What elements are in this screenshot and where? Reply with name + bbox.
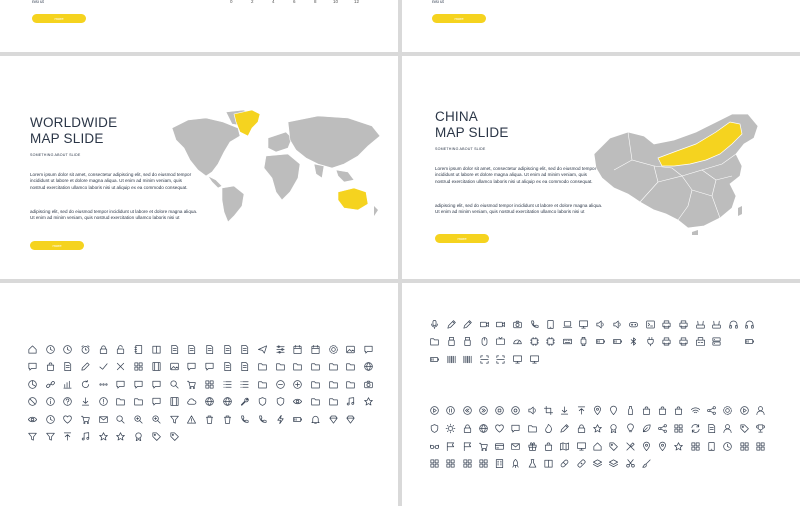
bandage-icon: [576, 458, 587, 469]
award-icon: [608, 423, 619, 434]
send-icon: [257, 344, 268, 355]
plug-icon: [645, 336, 656, 347]
notebook-icon: [133, 344, 144, 355]
india: [314, 164, 324, 178]
phone-icon: [239, 414, 250, 425]
terminal-icon: [645, 319, 656, 330]
more-icon: [98, 379, 109, 390]
more-button[interactable]: more: [435, 234, 489, 243]
book-icon: [151, 344, 162, 355]
axis-tick: 2: [251, 0, 254, 4]
chip-icon: [545, 336, 556, 347]
list-icon: [222, 379, 233, 390]
wrench-icon: [239, 396, 250, 407]
headphones-icon: [728, 319, 739, 330]
map-icon: [559, 441, 570, 452]
search-icon: [169, 379, 180, 390]
flag-icon: [462, 441, 473, 452]
folder-icon: [257, 379, 268, 390]
shield-icon: [275, 396, 286, 407]
tablet-icon: [706, 441, 717, 452]
settings-icon: [328, 344, 339, 355]
block-icon: [27, 396, 38, 407]
layers-icon: [608, 458, 619, 469]
monitor-icon: [529, 354, 540, 365]
battery-icon: [744, 336, 755, 347]
book-icon: [543, 458, 554, 469]
music-icon: [345, 396, 356, 407]
location-icon: [608, 405, 619, 416]
card-icon: [494, 441, 505, 452]
grid-icon: [429, 458, 440, 469]
speaker-icon: [612, 319, 623, 330]
bag-icon: [641, 405, 652, 416]
grid-icon: [755, 441, 766, 452]
link-icon: [45, 379, 56, 390]
music-icon: [80, 431, 91, 442]
grid-icon: [673, 423, 684, 434]
globe-icon: [363, 361, 374, 372]
monitor-icon: [578, 319, 589, 330]
stop-icon: [494, 405, 505, 416]
folder-icon: [345, 361, 356, 372]
folder-icon: [310, 361, 321, 372]
sun-icon: [445, 423, 456, 434]
checkmark-icon: [98, 361, 109, 372]
heart-icon: [62, 414, 73, 425]
printer-icon: [661, 336, 672, 347]
printer-icon: [678, 336, 689, 347]
alert-icon: [98, 396, 109, 407]
pen-icon: [462, 319, 473, 330]
share-icon: [657, 423, 668, 434]
paragraph: Lorem ipsum dolor sit amet, consectetur adipiscing elit, sed do eiusmod tempor incididunt ut labore et dolore magna aliqua. Ut enim ad minim veniam, quis nostrud exercitation ullamco laboris nisi ut aliquip ex ea commodo consequat.: [30, 172, 192, 190]
taiwan: [738, 206, 742, 216]
text-fragment: nisi ut: [32, 0, 44, 4]
bulb-icon: [625, 423, 636, 434]
settings-icon: [722, 405, 733, 416]
cart-icon: [80, 414, 91, 425]
lock-icon: [98, 344, 109, 355]
filter-icon: [169, 414, 180, 425]
axis-tick: 4: [272, 0, 275, 4]
search-icon: [115, 414, 126, 425]
minus-icon: [275, 379, 286, 390]
image-icon: [345, 344, 356, 355]
forward-icon: [478, 405, 489, 416]
axis-tick: 10: [333, 0, 339, 4]
list-icon: [239, 379, 250, 390]
download-icon: [559, 405, 570, 416]
share-icon: [706, 405, 717, 416]
building-icon: [494, 458, 505, 469]
filter-icon: [27, 431, 38, 442]
pen-icon: [559, 423, 570, 434]
new-zealand: [374, 206, 378, 216]
shield-icon: [429, 423, 440, 434]
icon-grid: [27, 344, 374, 442]
router-icon: [695, 319, 706, 330]
bag-icon: [657, 405, 668, 416]
home-icon: [592, 441, 603, 452]
paragraph: Lorem ipsum dolor sit amet, consectetur adipiscing elit, sed do eiusmod tempor incididunt ut labore et dolore magna aliqua. Ut enim ad minim veniam, quis nostrud exercitation ullamco laboris nisi ut aliquip ex ea commodo consequat.: [435, 166, 597, 184]
unlock-icon: [115, 344, 126, 355]
chat-icon: [186, 361, 197, 372]
clock-icon: [722, 441, 733, 452]
image-icon: [169, 361, 180, 372]
globe-icon: [204, 396, 215, 407]
diamond-icon: [328, 414, 339, 425]
calendar-icon: [310, 344, 321, 355]
star-icon: [363, 396, 374, 407]
grid-icon: [204, 379, 215, 390]
lock-icon: [462, 423, 473, 434]
upload-icon: [62, 431, 73, 442]
phone-icon: [257, 414, 268, 425]
document-icon: [186, 344, 197, 355]
grid-icon: [445, 458, 456, 469]
badge-icon: [133, 431, 144, 442]
lock-icon: [576, 423, 587, 434]
empty-slot: [728, 336, 739, 347]
folder-icon: [292, 361, 303, 372]
grid-icon: [478, 458, 489, 469]
slide-icons-right[interactable]: [402, 283, 800, 506]
chart-icon: [62, 379, 73, 390]
usb-icon: [462, 336, 473, 347]
monitor-icon: [576, 441, 587, 452]
south-america: [222, 186, 244, 222]
folder-icon: [257, 361, 268, 372]
title-line: WORLDWIDE: [30, 115, 118, 130]
mouse-icon: [479, 336, 490, 347]
document-icon: [169, 344, 180, 355]
pin-icon: [592, 405, 603, 416]
slide-title: [30, 115, 117, 146]
slide-icons-left[interactable]: [0, 283, 398, 506]
paragraph: adipiscing elit, sed do eiusmod tempor incididunt ut labore et dolore magna aliqua. Ut enim ad minim veniam, quis nostrud exercitation ullamco laboris nisi ut: [30, 209, 198, 221]
headphones-icon: [744, 319, 755, 330]
close-icon: [115, 361, 126, 372]
globe-icon: [222, 396, 233, 407]
chat-icon: [204, 361, 215, 372]
flask-icon: [527, 458, 538, 469]
sliders-icon: [275, 344, 286, 355]
rewind-icon: [462, 405, 473, 416]
wifi-icon: [690, 405, 701, 416]
clock-icon: [62, 344, 73, 355]
document-icon: [62, 361, 73, 372]
globe-icon: [478, 423, 489, 434]
phone-icon: [529, 319, 540, 330]
mail-icon: [98, 414, 109, 425]
tag-icon: [608, 441, 619, 452]
fax-icon: [695, 336, 706, 347]
slide-subtitle: SOMETHING ABOUT SLIDE: [30, 153, 81, 157]
document-icon: [204, 344, 215, 355]
mic-icon: [429, 319, 440, 330]
printer-icon: [678, 319, 689, 330]
router-icon: [711, 319, 722, 330]
record-icon: [510, 405, 521, 416]
pause-icon: [445, 405, 456, 416]
calendar-icon: [292, 344, 303, 355]
tag-icon: [169, 431, 180, 442]
keyboard-icon: [562, 336, 573, 347]
usb-icon: [446, 336, 457, 347]
user-icon: [722, 423, 733, 434]
slide-china-map[interactable]: [402, 56, 800, 279]
clock-icon: [45, 414, 56, 425]
star-icon: [115, 431, 126, 442]
leaf-icon: [641, 423, 652, 434]
trophy-icon: [755, 423, 766, 434]
title-line: CHINA: [435, 109, 479, 124]
diamond-icon: [345, 414, 356, 425]
alarm-icon: [80, 344, 91, 355]
pie-icon: [27, 379, 38, 390]
icon-grid: [429, 319, 755, 365]
slide-top-left[interactable]: [0, 0, 398, 52]
bag-icon: [673, 405, 684, 416]
film-icon: [151, 361, 162, 372]
more-button[interactable]: more: [432, 14, 486, 23]
warning-icon: [186, 414, 197, 425]
zoom-icon: [133, 414, 144, 425]
crop-icon: [543, 405, 554, 416]
document-icon: [706, 423, 717, 434]
australia-highlight: [338, 188, 368, 210]
brush-icon: [641, 458, 652, 469]
home-icon: [27, 344, 38, 355]
tools-icon: [625, 441, 636, 452]
slide-title: [435, 109, 509, 140]
scan-icon: [495, 354, 506, 365]
axis-tick: 8: [314, 0, 317, 4]
document-icon: [222, 361, 233, 372]
axis-tick: 0: [230, 0, 233, 4]
user-icon: [755, 405, 766, 416]
trash-icon: [204, 414, 215, 425]
document-icon: [222, 344, 233, 355]
gamepad-icon: [628, 319, 639, 330]
pill-icon: [559, 458, 570, 469]
slide-top-right[interactable]: [402, 0, 800, 52]
monitor-icon: [512, 354, 523, 365]
fire-icon: [543, 423, 554, 434]
bag-icon: [543, 441, 554, 452]
server-icon: [711, 336, 722, 347]
laptop-icon: [562, 319, 573, 330]
film-icon: [169, 396, 180, 407]
grid-icon: [133, 361, 144, 372]
gift-icon: [527, 441, 538, 452]
flag-icon: [445, 441, 456, 452]
play-icon: [429, 405, 440, 416]
paragraph: adipiscing elit, sed do eiusmod tempor incididunt ut labore et dolore magna aliqua. Ut enim ad minim veniam, quis nostrud exercitation ullamco laboris nisi ut: [435, 203, 603, 215]
title-line: MAP SLIDE: [435, 124, 509, 140]
tag-icon: [151, 431, 162, 442]
video-icon: [479, 319, 490, 330]
clock-icon: [45, 344, 56, 355]
cloud-icon: [186, 396, 197, 407]
rocket-icon: [510, 458, 521, 469]
star-icon: [592, 423, 603, 434]
north-america: [172, 118, 240, 176]
slide-subtitle: SOMETHING ABOUT SLIDE: [435, 147, 486, 151]
chat-icon: [27, 361, 38, 372]
sync-icon: [690, 423, 701, 434]
star-icon: [673, 441, 684, 452]
europe: [268, 132, 292, 152]
folder-icon: [310, 379, 321, 390]
more-button[interactable]: more: [32, 14, 86, 23]
folder-icon: [345, 379, 356, 390]
info-icon: [45, 396, 56, 407]
bottle-icon: [625, 405, 636, 416]
chat-icon: [151, 379, 162, 390]
cart-icon: [478, 441, 489, 452]
eye-icon: [292, 396, 303, 407]
title-line: MAP SLIDE: [30, 130, 104, 146]
flash-icon: [275, 414, 286, 425]
shield-icon: [257, 396, 268, 407]
tag-icon: [739, 423, 750, 434]
tablet-icon: [545, 319, 556, 330]
eye-icon: [27, 414, 38, 425]
help-icon: [62, 396, 73, 407]
watch-icon: [578, 336, 589, 347]
battery-icon: [429, 354, 440, 365]
hainan: [692, 230, 698, 235]
barcode-icon: [446, 354, 457, 365]
battery-icon: [612, 336, 623, 347]
gauge-icon: [512, 336, 523, 347]
star-icon: [98, 431, 109, 442]
bag-icon: [45, 361, 56, 372]
chat-icon: [115, 379, 126, 390]
southeast-asia: [336, 170, 354, 182]
video-icon: [495, 319, 506, 330]
china-map: [592, 110, 760, 236]
scan-icon: [479, 354, 490, 365]
more-button[interactable]: more: [30, 241, 84, 250]
folder-icon: [328, 361, 339, 372]
mail-icon: [510, 441, 521, 452]
tv-icon: [495, 336, 506, 347]
text-fragment: nisi ut: [432, 0, 444, 4]
camera-icon: [512, 319, 523, 330]
edit-icon: [80, 361, 91, 372]
central-america: [208, 176, 222, 188]
folder-icon: [310, 396, 321, 407]
grid-icon: [462, 458, 473, 469]
filter-icon: [45, 431, 56, 442]
chat-icon: [151, 396, 162, 407]
cart-icon: [186, 379, 197, 390]
upload-icon: [576, 405, 587, 416]
folder-icon: [133, 396, 144, 407]
folder-icon: [115, 396, 126, 407]
pin-icon: [641, 441, 652, 452]
plus-icon: [292, 379, 303, 390]
bluetooth-icon: [628, 336, 639, 347]
camera-icon: [363, 379, 374, 390]
battery-icon: [292, 414, 303, 425]
asia: [288, 116, 380, 168]
grid-icon: [739, 441, 750, 452]
volume-icon: [527, 405, 538, 416]
play-icon: [739, 405, 750, 416]
trash-icon: [222, 414, 233, 425]
folder-icon: [328, 396, 339, 407]
icon-grid: [429, 405, 766, 469]
download-icon: [80, 396, 91, 407]
pen-icon: [446, 319, 457, 330]
printer-icon: [661, 319, 672, 330]
heart-icon: [494, 423, 505, 434]
battery-icon: [595, 336, 606, 347]
layers-icon: [592, 458, 603, 469]
africa: [264, 154, 300, 200]
zoom-icon: [151, 414, 162, 425]
slide-worldwide-map[interactable]: [0, 56, 398, 279]
chat-icon: [133, 379, 144, 390]
empty-slot: [363, 414, 374, 425]
chat-icon: [510, 423, 521, 434]
chip-icon: [529, 336, 540, 347]
pin-icon: [657, 441, 668, 452]
grid-icon: [690, 441, 701, 452]
document-icon: [239, 361, 250, 372]
document-icon: [239, 344, 250, 355]
axis-tick: 6: [293, 0, 296, 4]
folder-icon: [328, 379, 339, 390]
world-map: [168, 106, 388, 224]
folder-icon: [527, 423, 538, 434]
glasses-icon: [429, 441, 440, 452]
speaker-icon: [595, 319, 606, 330]
barcode-icon: [462, 354, 473, 365]
folder-icon: [275, 361, 286, 372]
chat-icon: [363, 344, 374, 355]
folder-icon: [429, 336, 440, 347]
axis-tick: 12: [354, 0, 360, 4]
scissors-icon: [625, 458, 636, 469]
refresh-icon: [80, 379, 91, 390]
bell-icon: [310, 414, 321, 425]
